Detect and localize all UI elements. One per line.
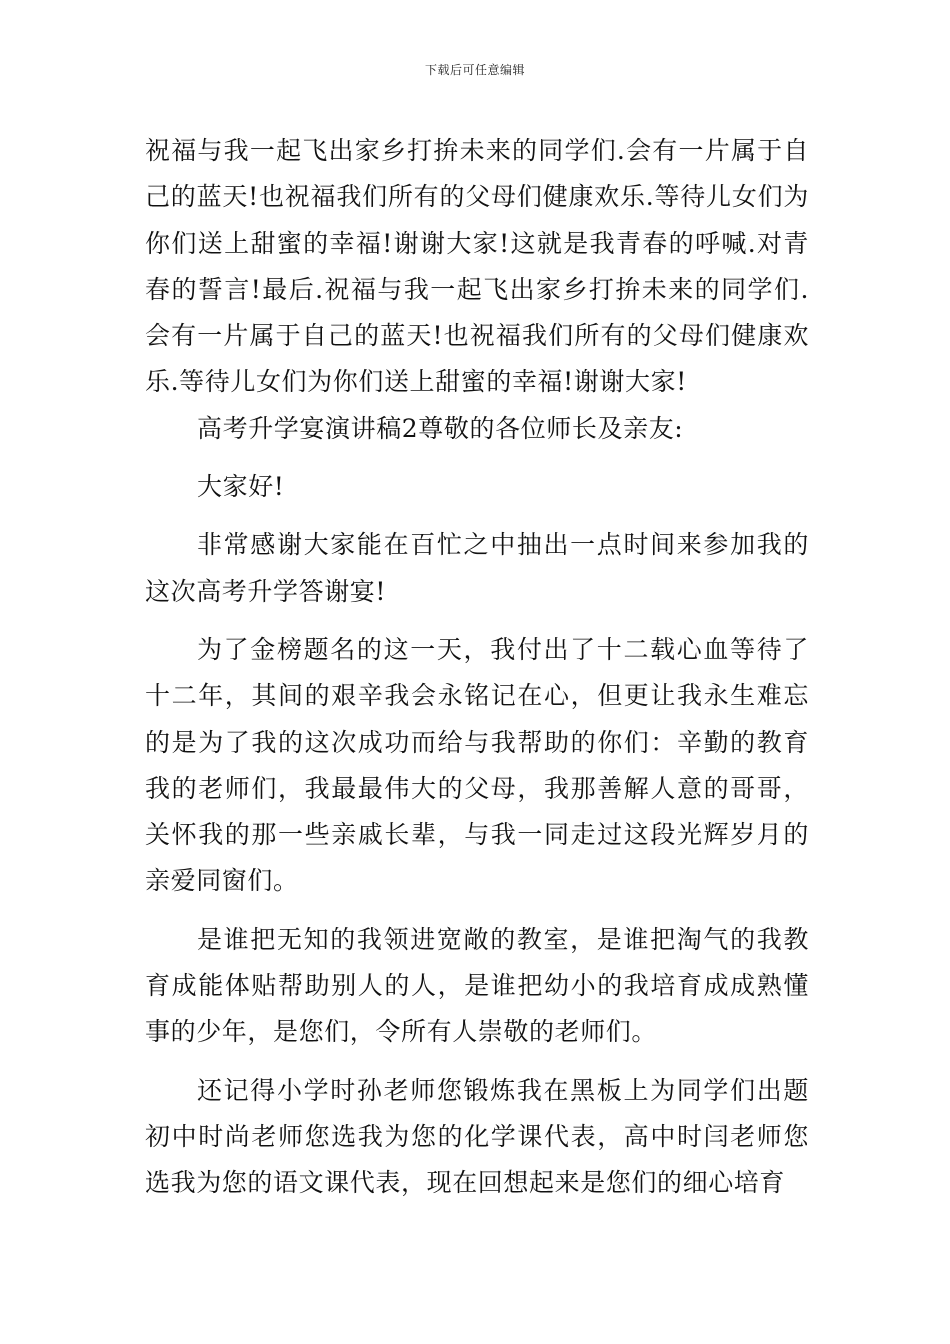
paragraph-thanks: 非常感谢大家能在百忙之中抽出一点时间来参加我的这次高考升学答谢宴! bbox=[145, 530, 809, 606]
paragraph-teachers: 是谁把无知的我领进宽敞的教室，是谁把淘气的我教育成能体贴帮助别人的人，是谁把幼小的我培育成成熟懂事的少年，是您们，令所有人崇敬的老师们。 bbox=[145, 924, 809, 1047]
page-header: 下载后可任意编辑 bbox=[424, 63, 525, 77]
paragraph-memories: 还记得小学时孙老师您锻炼我在黑板上为同学们出题初中时尚老师您选我为您的化学课代表，高中时闫老师您选我为您的语文课代表，现在回想起来是您们的细心培育 bbox=[145, 1075, 809, 1198]
paragraph-speech-title: 高考升学宴演讲稿2尊敬的各位师长及亲友: bbox=[197, 413, 684, 443]
paragraph-blessing: 祝福与我一起飞出家乡打拚未来的同学们.会有一片属于自己的蓝天!也祝福我们所有的父母们健康欢乐.等待儿女们为你们送上甜蜜的幸福!谢谢大家!这就是我青春的呼喊.对青春的誓言!最后.祝福与我一起飞出家乡打拚未来的同学们.会有一片属于自己的蓝天!也祝福我们所有的父母们健康欢乐.等待儿女们为你们送上甜蜜的幸福!谢谢大家! bbox=[145, 136, 809, 397]
paragraph-gratitude: 为了金榜题名的这一天，我付出了十二载心血等待了十二年，其间的艰辛我会永铭记在心，但更让我永生难忘的是为了我的这次成功而给与我帮助的你们：辛勤的教育我的老师们，我最最伟大的父母，我那善解人意的哥哥，关怀我的那一些亲戚长辈，与我一同走过这段光辉岁月的亲爱同窗们。 bbox=[145, 634, 809, 896]
paragraph-greeting: 大家好! bbox=[197, 472, 285, 502]
document-body bbox=[145, 128, 809, 1207]
